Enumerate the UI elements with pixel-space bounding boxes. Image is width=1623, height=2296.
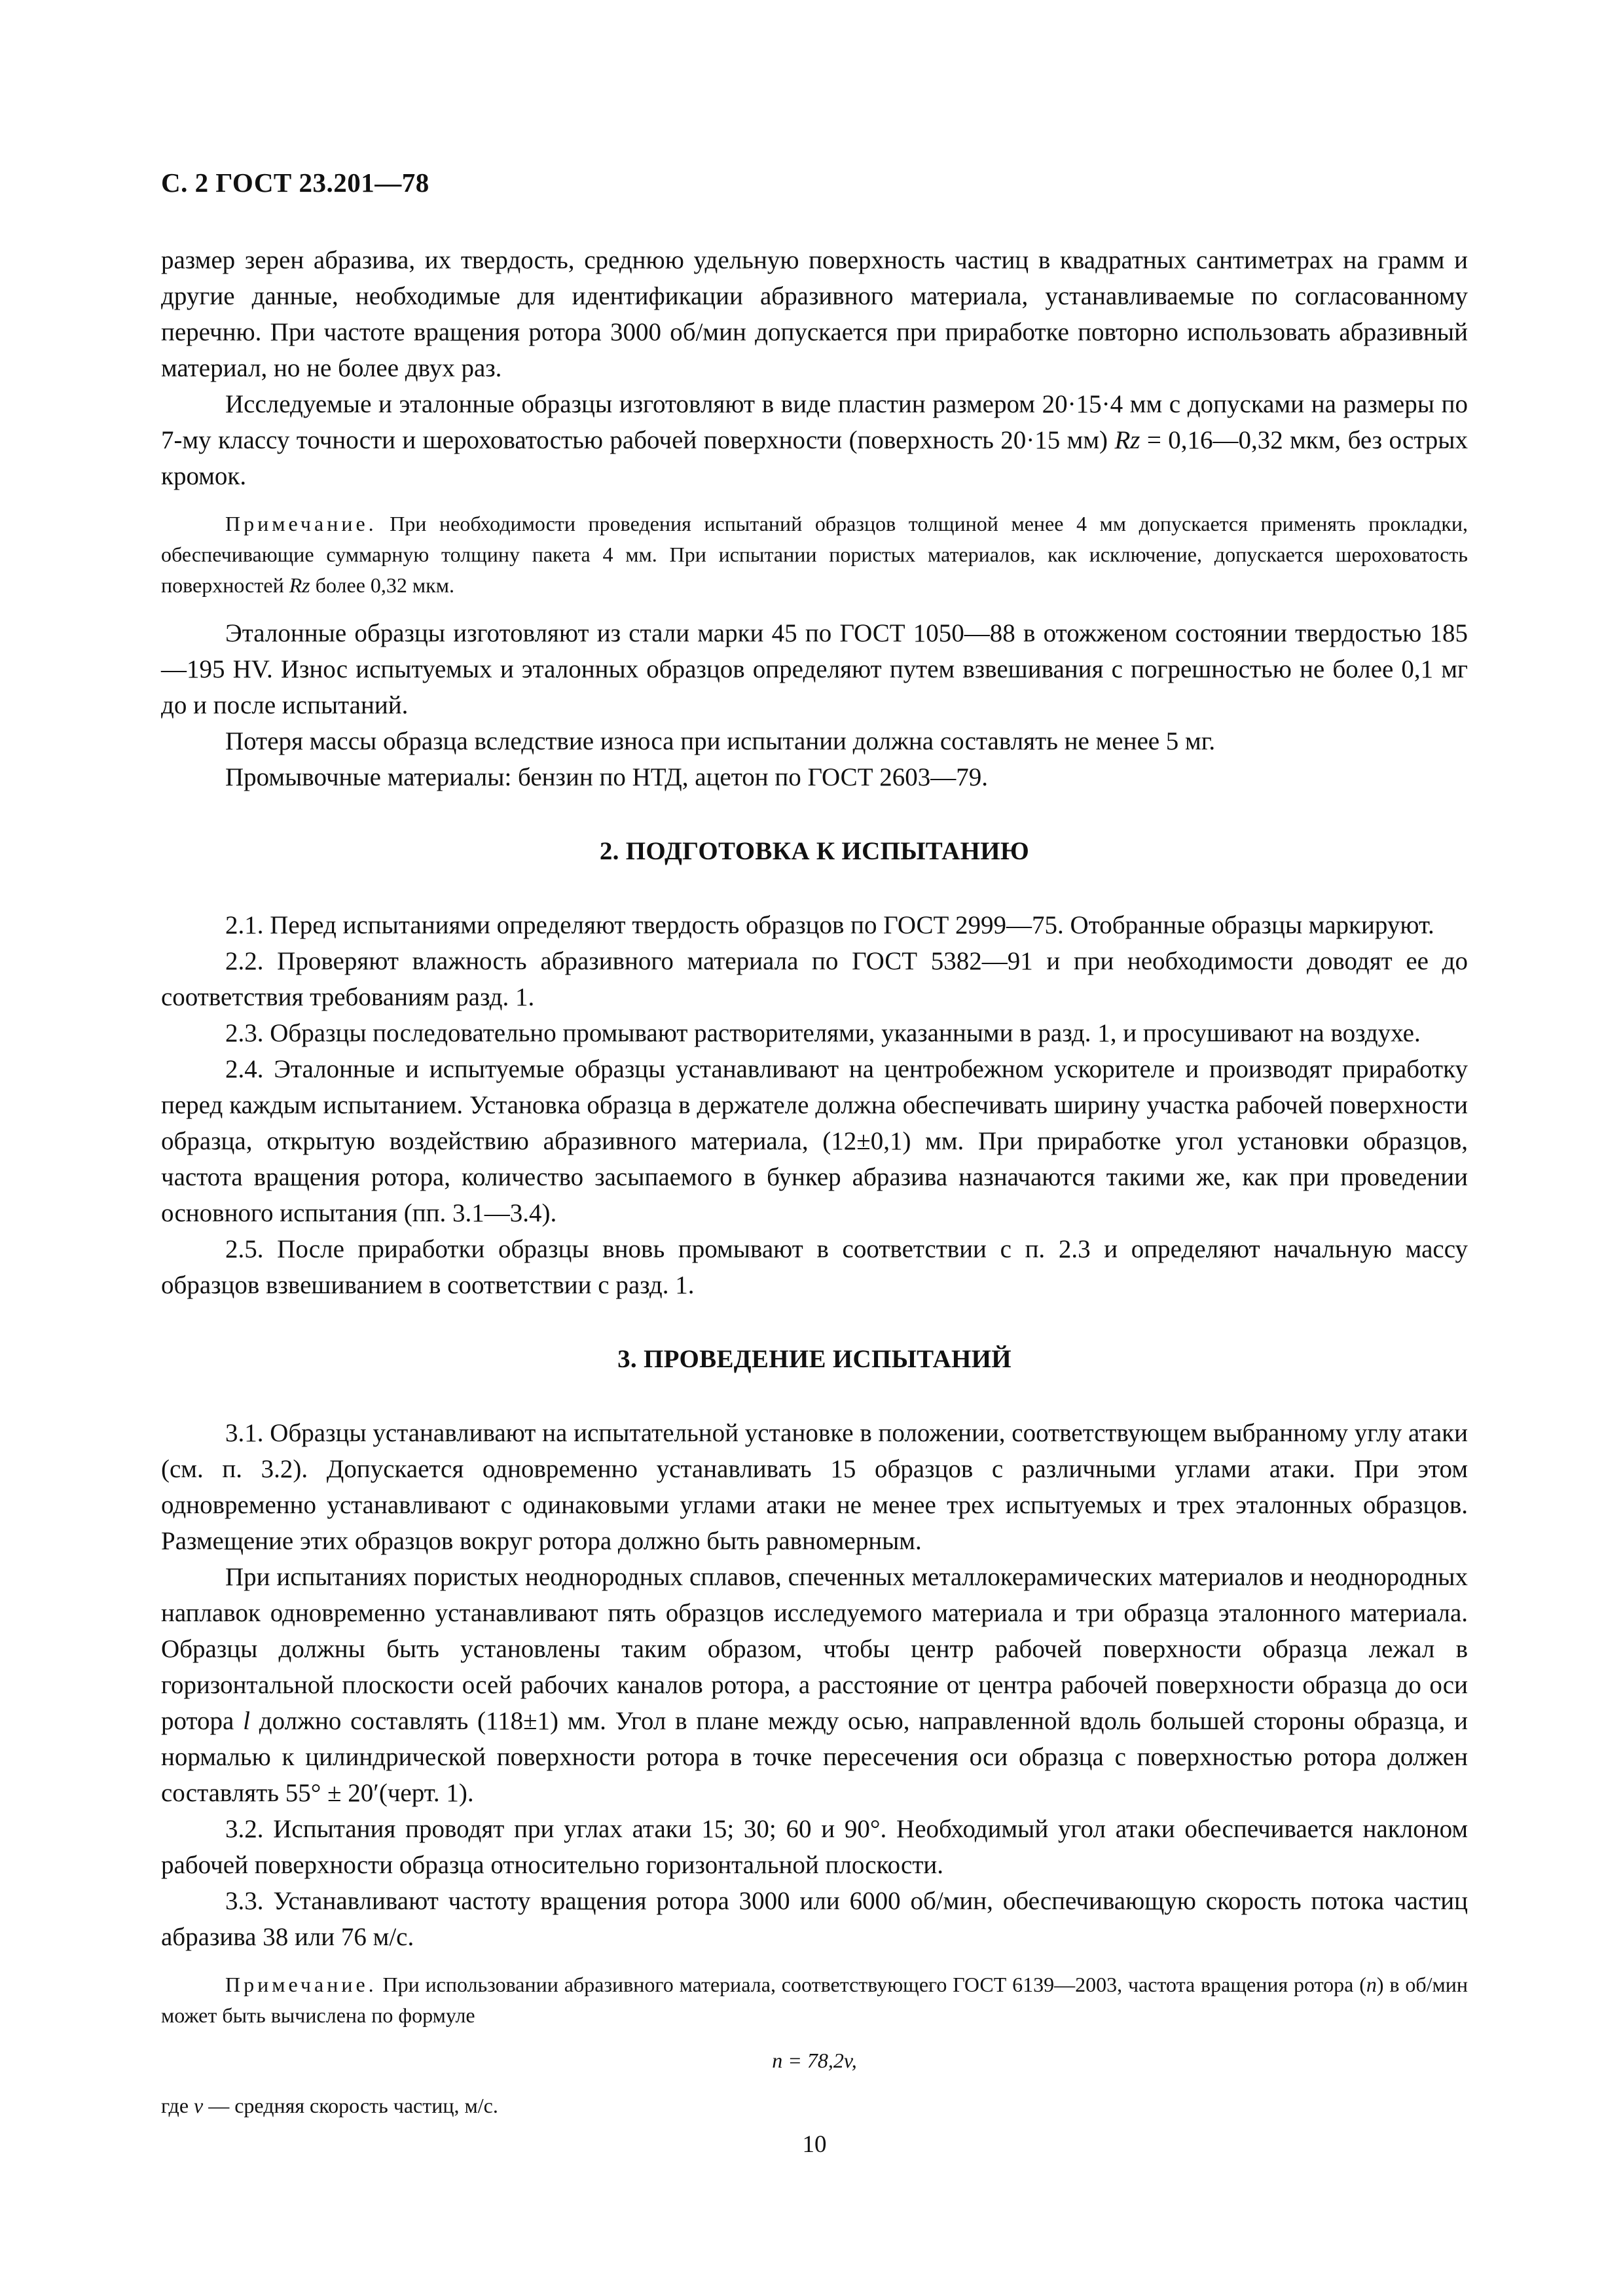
text-run: При необходимости проведения испытаний образцов толщиной менее 4 мм допускается применять прокладки, обеспечивающие суммарную толщину пакета 4 мм. При испытании пористых материалов, как исключение, допускается шероховатость поверхностей <box>161 512 1468 597</box>
text-run: более 0,32 мкм. <box>310 573 454 597</box>
clause-2-4: 2.4. Эталонные и испытуемые образцы устанавливают на центробежном ускорителе и производят приработку перед каждым испытанием. Установка образца в держателе должна обеспечивать ширину участка рабочей поверхности образца, открытую воздействию абразивного материала, (12±0,1) мм. При приработке угол установки образцов, частота вращения ротора, количество засыпаемого в бункер абразива назначаются такими же, как при проведении основного испытания (пп. 3.1—3.4). <box>161 1055 1468 1227</box>
intro-paragraph-3: Эталонные образцы изготовляют из стали марки 45 по ГОСТ 1050—88 в отожженом состоянии твердостью 185—195 HV. Износ испытуемых и эталонных образцов определяют путем взвешивания с погрешностью не более 0,1 мг до и после испытаний. <box>161 619 1468 719</box>
section-3-title: 3. ПРОВЕДЕНИЕ ИСПЫТАНИЙ <box>617 1345 1012 1373</box>
formula-text: n = 78,2v, <box>772 2049 857 2072</box>
note-1 <box>161 509 1468 601</box>
note-label: Примечание. <box>225 1973 377 1996</box>
formula-legend <box>161 2090 1468 2121</box>
text-run: ) в об/мин может быть вычислена по формуле <box>161 1973 1468 2027</box>
page-header: С. 2 ГОСТ 23.201—78 <box>161 168 429 198</box>
note-2 <box>161 1969 1468 2031</box>
intro-paragraph-1: размер зерен абразива, их твердость, среднюю удельную поверхность частиц в квадратных сантиметрах на грамм и другие данные, необходимые для идентификации абразивного материала, устанавливаемые по согласованному перечню. При частоте вращения ротора 3000 об/мин допускается при приработке повторно использовать абразивный материал, но не более двух раз. <box>161 246 1468 382</box>
text-run: — средняя скорость частиц, м/с. <box>203 2094 498 2117</box>
clause-2-3: 2.3. Образцы последовательно промывают растворителями, указанными в разд. 1, и просушивают на воздухе. <box>225 1019 1421 1047</box>
clause-2-1: 2.1. Перед испытаниями определяют твердость образцов по ГОСТ 2999—75. Отобранные образцы маркируют. <box>225 911 1434 939</box>
clause-3-1-continued <box>161 1559 1468 1811</box>
page-content <box>161 242 1468 2121</box>
text-run: где <box>161 2094 194 2117</box>
intro-paragraph-5: Промывочные материалы: бензин по НТД, ацетон по ГОСТ 2603—79. <box>225 763 989 791</box>
text-run: должно составлять (118±1) мм. Угол в плане между осью, направленной вдоль большей стороны образца, и нормалью к цилиндрической поверхности ротора в точке пересечения оси образца с поверхностью ротора должен составлять 55° ± 20′(черт. 1). <box>161 1707 1468 1807</box>
rz-symbol: Rz <box>289 573 310 597</box>
l-symbol: l <box>243 1707 250 1735</box>
clause-3-3: 3.3. Устанавливают частоту вращения ротора 3000 или 6000 об/мин, обеспечивающую скорость потока частиц абразива 38 или 76 м/с. <box>161 1887 1468 1951</box>
clause-3-1: 3.1. Образцы устанавливают на испытательной установке в положении, соответствующем выбранному углу атаки (см. п. 3.2). Допускается одновременно устанавливать 15 образцов с различными углами атаки. При этом одновременно устанавливают с одинаковыми углами атаки не менее трех испытуемых и трех эталонных образцов. Размещение этих образцов вокруг ротора должно быть равномерным. <box>161 1419 1468 1555</box>
clause-2-2: 2.2. Проверяют влажность абразивного материала по ГОСТ 5382—91 и при необходимости доводят ее до соответствия требованиям разд. 1. <box>161 947 1468 1011</box>
note-label: Примечание. <box>225 512 377 535</box>
clause-3-2: 3.2. Испытания проводят при углах атаки 15; 30; 60 и 90°. Необходимый угол атаки обеспечивается наклоном рабочей поверхности образца относительно горизонтальной плоскости. <box>161 1815 1468 1879</box>
v-symbol: v <box>194 2094 204 2117</box>
intro-paragraph-4: Потеря массы образца вследствие износа при испытании должна составлять не менее 5 мг. <box>225 727 1216 755</box>
clause-2-5: 2.5. После приработки образцы вновь промывают в соответствии с п. 2.3 и определяют начальную массу образцов взвешиванием в соответствии с разд. 1. <box>161 1235 1468 1299</box>
section-2-title: 2. ПОДГОТОВКА К ИСПЫТАНИЮ <box>599 837 1030 865</box>
formula <box>161 2045 1468 2076</box>
n-symbol: n <box>1366 1973 1377 1996</box>
text-run: При использовании абразивного материала, соответствующего ГОСТ 6139—2003, частота вращения ротора ( <box>376 1973 1366 1996</box>
intro-paragraph-2 <box>161 386 1468 494</box>
page-number: 10 <box>802 2131 827 2158</box>
text-run: При испытаниях пористых неоднородных сплавов, спеченных металлокерамических материалов и неоднородных наплавок одновременно устанавливают пять образцов исследуемого материала и три образца эталонного материала. Образцы должны быть установлены таким образом, чтобы центр рабочей поверхности образца лежал в горизонтальной плоскости осей рабочих каналов ротора, а расстояние от центра рабочей поверхности образца до оси ротора <box>161 1563 1468 1735</box>
rz-symbol: Rz <box>1114 426 1140 454</box>
text-run: = 0,16—0,32 мкм, без острых кромок. <box>161 426 1468 490</box>
text-run: Исследуемые и эталонные образцы изготовляют в виде пластин размером 20·15·4 мм с допусками на размеры по 7-му классу точности и шероховатостью рабочей поверхности (поверхность 20·15 мм) <box>161 390 1468 454</box>
